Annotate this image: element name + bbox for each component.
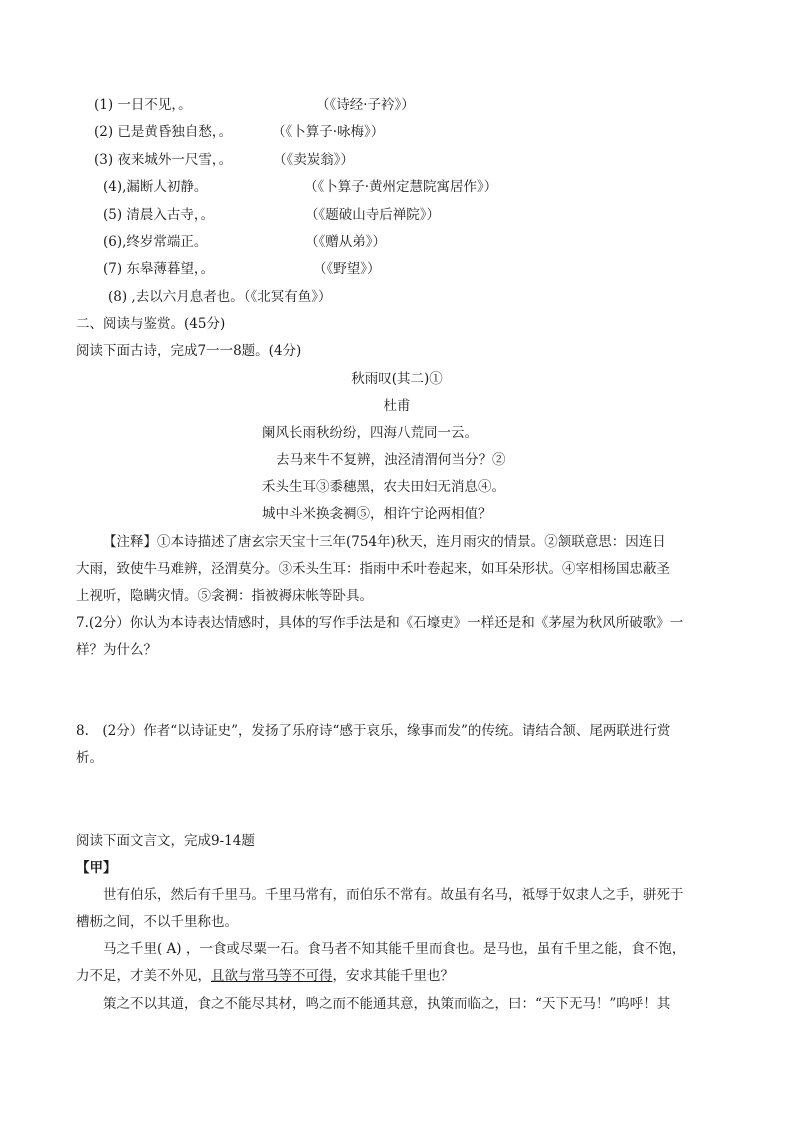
item-number: (1) xyxy=(94,97,114,113)
passage-label: 【甲】 xyxy=(76,860,117,876)
item-number: (2) xyxy=(94,124,114,140)
item-text: 清晨入古寺，。 xyxy=(126,207,215,223)
notes-text: ①本诗描述了唐玄宗天宝十三年(754年)秋天，连月雨灾的情景。②颔联意思：因连日 xyxy=(157,534,666,550)
item-text: 一日不见，。 xyxy=(117,97,192,113)
notes-text: 大雨，致使牛马难辨，泾渭莫分。③禾头生耳：指雨中禾叶卷起来，如耳朵形状。④宰相杨国忠蔽圣 xyxy=(76,561,670,577)
passage-paragraph-1: 世有伯乐，然后有千里马。千里马常有，而伯乐不常有。故虽有名马，祗辱于奴隶人之手，骈死于 xyxy=(103,887,684,903)
item-source: （《卖炭翁》） xyxy=(273,152,354,168)
passage-paragraph-3: 策之不以其道，食之不能尽其材，鸣之而不能通其意，执策而临之，曰：“天下无马！”呜呼！其 xyxy=(103,996,671,1012)
poem-line: 阑风长雨秋纷纷，四海八荒同一云。 xyxy=(262,425,478,441)
question-7-cont: 样？为什么？ xyxy=(76,642,157,658)
item-source: （《赠从弟》） xyxy=(305,234,386,250)
blank-item-1 xyxy=(94,96,192,114)
blank-item-6 xyxy=(103,233,207,251)
item-number: (4) xyxy=(103,179,123,195)
poem-title: 秋雨叹(其二)① xyxy=(351,371,443,387)
passage-text: ，安求其能千里也？ xyxy=(332,968,454,984)
item-source: （《卜算子·咏梅》） xyxy=(272,124,385,140)
item-text: 东皋薄暮望，。 xyxy=(126,261,215,277)
section-heading: 二、阅读与鉴赏。(45分) xyxy=(76,316,226,332)
passage-text: 力不足，才美不外见， xyxy=(76,968,211,984)
item-number: (5) xyxy=(103,207,123,223)
notes-text: 上视听，隐瞒灾情。⑤衾裯：指被褥床帐等卧具。 xyxy=(76,588,373,604)
blank-item-5 xyxy=(103,206,214,224)
item-source: （《野望》） xyxy=(313,261,381,277)
item-source: （《卜算子·黄州定慧院寓居作》） xyxy=(304,179,498,195)
poem-author: 杜甫 xyxy=(383,398,411,414)
item-text: 已是黄昏独自愁，。 xyxy=(117,124,233,140)
question-8: 8. (2分）作者“以诗证史”，发扬了乐府诗“感于哀乐，缘事而发”的传统。请结合颔、尾两联进行赏 xyxy=(76,723,671,739)
poem-line: 禾头生耳③黍穗黑，农夫田妇无消息④。 xyxy=(262,479,505,495)
passage-paragraph-2: 马之千里( A) ，一食或尽粟一石。食马者不知其能千里而食也。是马也，虽有千里之能，食不饱， xyxy=(103,941,686,957)
item-number: (7) xyxy=(103,261,123,277)
item-text: ,去以六月息者也。（《北冥有鱼》） xyxy=(131,289,332,305)
notes-label: 【注释】 xyxy=(103,534,157,550)
passage-paragraph-2-cont xyxy=(76,967,454,985)
item-text: ,漏断人初静。 xyxy=(122,179,208,195)
blank-item-7 xyxy=(103,260,214,278)
poem-line: 城中斗米换衾裯⑤，相许宁论两相值？ xyxy=(262,506,492,522)
blank-item-2 xyxy=(94,123,232,141)
item-number: (8) xyxy=(108,289,128,305)
blank-item-3 xyxy=(94,151,232,169)
poem-instructions: 阅读下面古诗，完成7一一8题。(4分) xyxy=(76,343,302,359)
prose-instructions: 阅读下面文言文，完成9-14题 xyxy=(76,833,255,849)
item-text: ,终岁常端正。 xyxy=(122,234,208,250)
passage-paragraph-1-cont: 槽枥之间，不以千里称也。 xyxy=(76,914,238,930)
poem-line: 去马来牛不复辨，浊泾清渭何当分？② xyxy=(276,452,506,468)
blank-item-4 xyxy=(103,178,207,196)
poem-notes xyxy=(103,533,666,551)
item-source: （《诗经·子衿》） xyxy=(316,97,415,113)
item-number: (3) xyxy=(94,152,114,168)
underlined-sentence: 且欲与常马等不可得 xyxy=(211,968,333,984)
question-7: 7.(2分）你认为本诗表达情感时，具体的写作手法是和《石壕吏》一样还是和《茅屋为秋风所破歌》一 xyxy=(76,615,684,631)
blank-item-8 xyxy=(108,288,331,306)
question-8-cont: 析。 xyxy=(76,750,103,766)
item-number: (6) xyxy=(103,234,123,250)
item-source: （《题破山寺后禅院》） xyxy=(305,207,440,223)
item-text: 夜来城外一尺雪，。 xyxy=(117,152,233,168)
